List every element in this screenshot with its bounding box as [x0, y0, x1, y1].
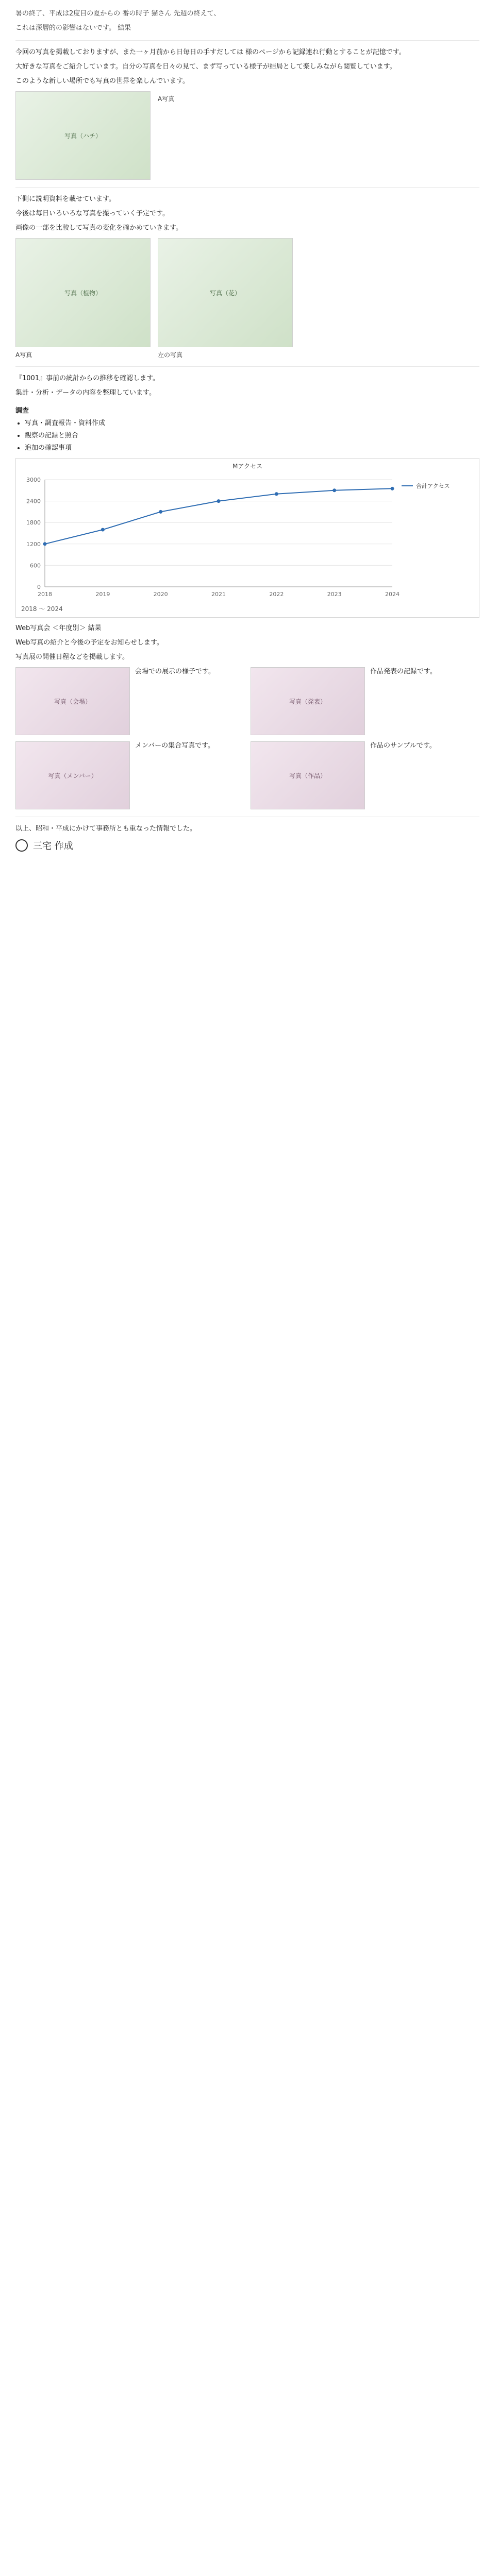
- section-list: [15, 419, 479, 453]
- photo-label: 写真（ハチ）: [64, 132, 102, 140]
- divider: [15, 187, 479, 188]
- photo-left-caption: A写真: [15, 351, 32, 359]
- photo-right-caption: 左の写真: [158, 351, 183, 359]
- thumbnail: [15, 741, 130, 809]
- gallery-item: [15, 741, 244, 809]
- closing-paragraph: 以上、昭和・平成にかけて事務所とも重なった情報でした。: [15, 825, 197, 833]
- x-tick-label: 2023: [327, 591, 342, 598]
- text-block-4: [15, 624, 479, 662]
- paragraph: 『1001』事前の統計からの推移を確認します。: [15, 375, 160, 382]
- gallery-item: [251, 667, 479, 735]
- gallery-item: [15, 667, 244, 735]
- gallery-item: [251, 741, 479, 809]
- image-row-2: [15, 238, 479, 359]
- data-point: [332, 488, 336, 492]
- chart-note: 2018 ～ 2024: [21, 605, 63, 613]
- photo-label: 写真（植物）: [64, 289, 102, 297]
- x-tick-label: 2021: [211, 591, 226, 598]
- text-block-2: [15, 195, 479, 233]
- divider: [15, 40, 479, 41]
- gallery-text: 会場での展示の様子です。: [135, 668, 215, 675]
- series-line: [45, 488, 392, 544]
- data-point: [43, 542, 47, 546]
- y-tick-label: 2400: [26, 498, 41, 505]
- signature: [15, 839, 479, 852]
- legend-label: 合計アクセス: [416, 483, 450, 489]
- y-tick-label: 600: [30, 562, 41, 569]
- intro-line-2: これは深層的の影響はないです。 結果: [15, 24, 131, 32]
- x-tick-label: 2018: [38, 591, 52, 598]
- x-tick-label: 2019: [95, 591, 110, 598]
- data-point: [159, 510, 162, 514]
- signature-text: 三宅 作成: [33, 841, 73, 852]
- paragraph: 写真展の開催日程などを掲載します。: [15, 653, 129, 661]
- y-tick-label: 1200: [26, 540, 41, 548]
- thumbnail: [15, 667, 130, 735]
- thumbnail-label: 写真（メンバー）: [48, 772, 97, 779]
- text-block-3: [15, 374, 479, 398]
- x-tick-label: 2024: [385, 591, 400, 598]
- content: [15, 0, 479, 852]
- section-survey: [15, 405, 479, 453]
- paragraph: このような新しい場所でも写真の世界を楽しんでいます。: [15, 77, 189, 85]
- paragraph: 今回の写真を掲載しておりますが、また一ヶ月前から日毎日の手すだしては 様のページから記録連れ行動とすることが記憶です。: [15, 48, 406, 56]
- thumbnail-label: 写真（作品）: [289, 772, 326, 779]
- chart-svg: [16, 470, 470, 604]
- data-point: [217, 499, 221, 503]
- image-row-1: [15, 91, 479, 180]
- section-title: 調査: [15, 407, 29, 415]
- gallery-text: メンバーの集合写真です。: [135, 742, 215, 750]
- chart-title: Mアクセス: [232, 463, 262, 470]
- y-tick-label: 3000: [26, 477, 41, 483]
- paragraph: 集計・分析・データの内容を整理しています。: [15, 389, 156, 397]
- thumbnail: [251, 667, 365, 735]
- gallery-text: 作品発表の記録です。: [370, 668, 437, 675]
- x-tick-label: 2020: [153, 591, 168, 598]
- signature-mark: [15, 839, 28, 852]
- photo-label: 写真（花）: [209, 289, 241, 297]
- section-item: • 追加の確認事項: [25, 444, 479, 453]
- gallery: [15, 667, 479, 809]
- paragraph: 画像の一部を比較して写真の変化を確かめていきます。: [15, 224, 182, 232]
- paragraph: Web写真会 ＜年度別＞ 結果: [15, 624, 102, 632]
- data-point: [391, 487, 394, 490]
- y-tick-label: 0: [37, 584, 41, 590]
- photo-left: [15, 238, 151, 347]
- data-point: [275, 492, 278, 496]
- thumbnail-label: 写真（会場）: [54, 698, 91, 705]
- gallery-text: 作品のサンプルです。: [370, 742, 436, 750]
- photo-caption: A写真: [158, 95, 175, 103]
- x-tick-label: 2022: [269, 591, 284, 598]
- photo: [15, 91, 151, 180]
- chart-container: [15, 458, 479, 618]
- top-spacer: [15, 0, 479, 9]
- section-item: • 観察の記録と照合: [25, 431, 479, 440]
- section-item: • 写真・調査報告・資料作成: [25, 419, 479, 428]
- paragraph: 下側に説明資料を載せています。: [15, 195, 115, 203]
- thumbnail-label: 写真（発表）: [289, 698, 326, 705]
- intro-line-1: 暑の終了、平成は2度目の夏からの 番の時子 猫さん 先週の終えて、: [15, 10, 221, 18]
- thumbnail: [251, 741, 365, 809]
- divider: [15, 366, 479, 367]
- paragraph: Web写真の紹介と今後の予定をお知らせします。: [15, 639, 163, 647]
- photo-right: [158, 238, 293, 347]
- paragraph: 今後は毎日いろいろな写真を撮っていく予定です。: [15, 210, 169, 217]
- data-point: [101, 528, 105, 532]
- text-block-1: [15, 48, 479, 86]
- y-tick-label: 1800: [26, 519, 41, 527]
- paragraph: 大好きな写真をご紹介しています。自分の写真を日々の見て、まず写っている様子が結局として楽しみながら閲覧しています。: [15, 63, 396, 71]
